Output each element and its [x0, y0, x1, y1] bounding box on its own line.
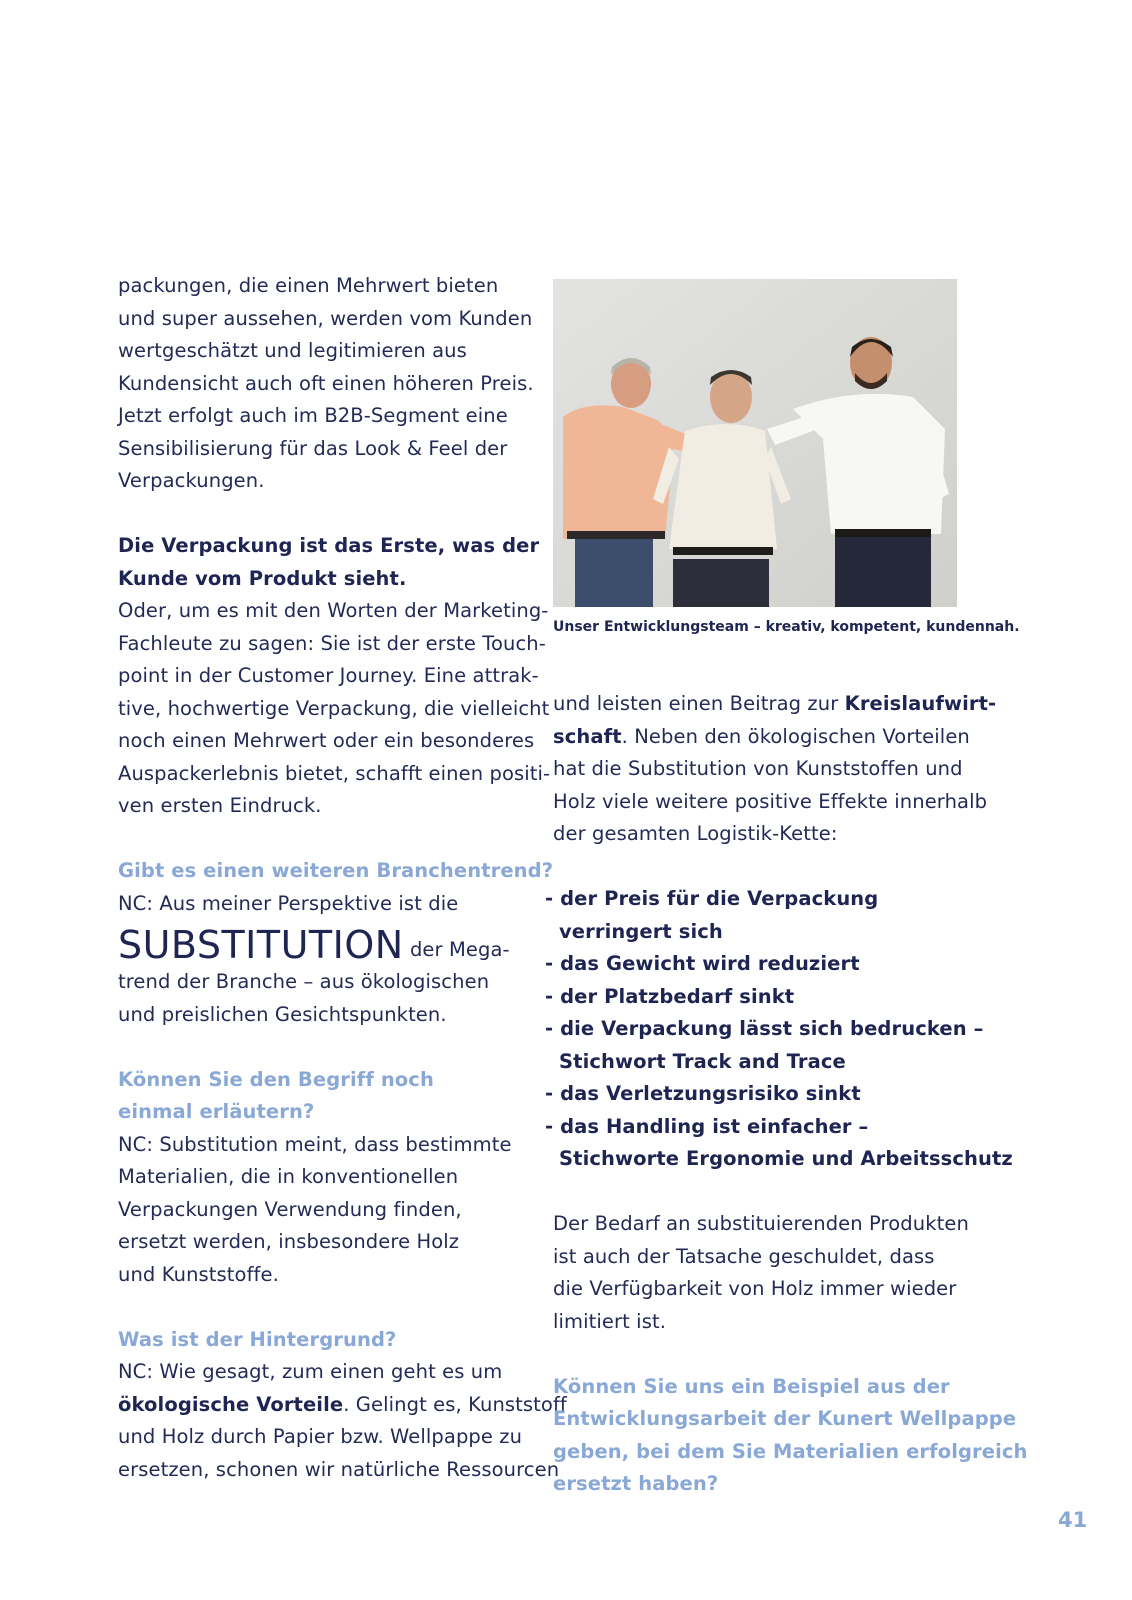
- substitution-keyword: SUBSTITUTION: [118, 923, 404, 967]
- headline-packaging: Die Verpackung ist das Erste, was der Kunde vom Produkt sieht.: [118, 534, 540, 590]
- team-photo: [553, 279, 957, 607]
- question-hintergrund: Was ist der Hintergrund?: [118, 1327, 397, 1351]
- answer-substitution: NC: Substitution meint, dass bestimmte Materialien, die in konventionellen Verpackungen Verwendung finden, ersetzt werden, insbesondere Holz und Kunststoffe.: [118, 1132, 512, 1286]
- question-begriff: Können Sie den Begriff noch: [118, 1067, 434, 1091]
- answer-hintergrund: NC: Wie gesagt, zum einen geht es um ökologische Vorteile. Gelingt es, Kunststoff und Holz durch Papier bzw. Wellpappe zu ersetzen, schonen wir natürliche Ressourcen: [118, 1360, 567, 1481]
- paragraph-customer-journey: Oder, um es mit den Worten der Marketing- Fachleute zu sagen: Sie ist der erste Touch- point in der Customer Journey. Eine attrak- tive, hochwertige Verpackung, die vielleicht noch einen Mehrwert oder ein besonderes Auspackerlebnis bietet, schafft einen positi- ven ersten Eindruck.: [118, 599, 551, 817]
- right-column: [545, 688, 1028, 1501]
- list-item: - die Verpackung lässt sich bedrucken –: [545, 1017, 984, 1040]
- list-item: - der Platzbedarf sinkt: [545, 984, 795, 1008]
- paragraph-holz-verfuegbarkeit: Der Bedarf an substituierenden Produkten ist auch der Tatsache geschuldet, dass die Verfügbarkeit von Holz immer wieder limitiert ist.: [553, 1212, 969, 1333]
- left-column: packungen, die einen Mehrwert bieten und super aussehen, werden vom Kunden wertgeschätzt und legitimieren aus Kundensicht auch oft einen höheren Preis. Jetzt erfolgt auch im B2B-Segment eine Sensibilisierung für das Look & Feel der Verpackungen. Die Verpackung ist das Erste, was der Kunde vom Produkt sieht. Oder, um es mit den Worten der Marketing- Fachleute zu sagen: Sie ist der erste Touch- point in der Customer Journey. Eine attrak- tive, hochwertige Verpackung, die vielleicht noch einen Mehrwert oder ein besonderes Auspackerlebnis bietet, schafft einen positi- ven ersten Eindruck. Gibt es einen weiteren Branchentrend? NC: Aus meiner Perspektive ist die SUBSTITUTION der Mega- trend der Branche – aus ökologischen und preislichen Gesichtspunkten. Können Sie den Begriff noch einmal erläutern? NC: Substitution meint, dass bestimmte Materialien, die in konventionellen Verpackungen Verwendung finden, ersetzt werden, insbesondere Holz und Kunststoffe. Was ist der Hintergrund? NC: Wie gesagt, zum einen geht es um ökologische Vorteile. Gelingt es, Kunststoff und Holz durch Papier bzw. Wellpappe zu ersetzen, schonen wir natürliche Ressourcen: [118, 270, 528, 1486]
- page-number: 41: [1058, 1508, 1088, 1532]
- list-item: - der Preis für die Verpackung: [545, 887, 879, 910]
- list-item: - das Handling ist einfacher –: [545, 1114, 869, 1138]
- bold-oekologische-vorteile: ökologische Vorteile: [118, 1392, 344, 1416]
- question-beispiel: Können Sie uns ein Beispiel aus der Entwicklungsarbeit der Kunert Wellpappe geben, bei dem Sie Materialien erfolgreich ersetzt haben?: [553, 1374, 1028, 1495]
- paragraph-kreislaufwirtschaft: und leisten einen Beitrag zur Kreislaufwirt- schaft. Neben den ökologischen Vorteilen hat die Substitution von Kunststoffen und Holz viele weitere positive Effekte innerhalb der gesamten Logistik-Kette:: [553, 692, 997, 845]
- effects-list: - der Preis für die Verpackung verringert sich - das Gewicht wird reduziert - der Platzbedarf sinkt - die Verpackung lässt sich bedrucken – Stichwort Track and Trace - das Verletzungsrisiko sinkt - das Handling ist einfacher – Stichworte Ergonomie und Arbeitsschutz: [545, 883, 963, 1176]
- list-item: - das Gewicht wird reduziert: [545, 952, 860, 975]
- answer-intro: NC: Aus meiner Perspektive ist die: [118, 891, 459, 915]
- substitution-line: SUBSTITUTION der Mega-: [118, 923, 510, 967]
- paragraph-intro: packungen, die einen Mehrwert bieten und super aussehen, werden vom Kunden wertgeschätzt und legitimieren aus Kundensicht auch oft einen höheren Preis. Jetzt erfolgt auch im B2B-Segment eine Sensibilisierung für das Look & Feel der Verpackungen.: [118, 274, 534, 492]
- list-item: - das Verletzungsrisiko sinkt: [545, 1082, 861, 1105]
- question-branchentrend: Gibt es einen weiteren Branchentrend?: [118, 859, 554, 882]
- photo-caption: Unser Entwicklungsteam – kreativ, kompetent, kundennah.: [553, 619, 1020, 635]
